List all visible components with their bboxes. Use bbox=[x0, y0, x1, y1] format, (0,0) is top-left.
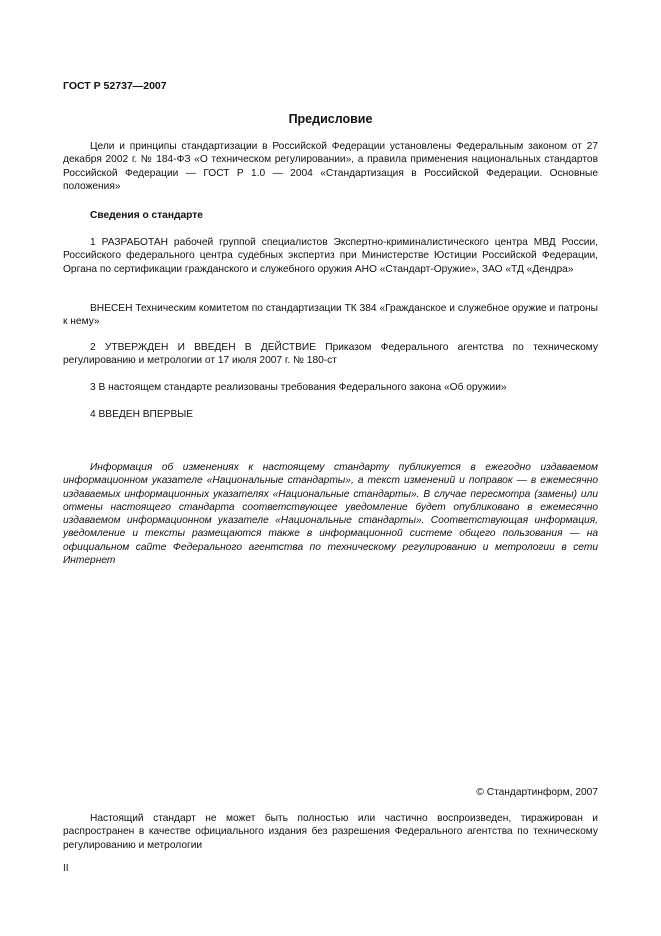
item-introduced: ВНЕСЕН Техническим комитетом по стандартизации ТК 384 «Гражданское и служебное оружие и патроны к нему» bbox=[63, 303, 598, 328]
reproduction-notice: Настоящий стандарт не может быть полностью или частично воспроизведен, тиражирован и распространен в качестве официального издания без разрешения Федерального агентства по техническому регулированию и метрологии bbox=[63, 813, 598, 851]
page-title: Предисловие bbox=[288, 112, 373, 126]
item-approved: 2 УТВЕРЖДЕН И ВВЕДЕН В ДЕЙСТВИЕ Приказом Федерального агентства по техническому регулированию и метрологии от 17 июля 2007 г. № 180-ст bbox=[63, 342, 598, 367]
copyright: © Стандартинформ, 2007 bbox=[476, 787, 598, 798]
intro-paragraph: Цели и принципы стандартизации в Российской Федерации установлены Федеральным законом от 27 декабря 2002 г. № 184-ФЗ «О техническом регулировании», а правила применения национальных стандартов Российской Федерации — ГОСТ Р 1.0 — 2004 «Стандартизация в Российской Федерации. Основные положения» bbox=[63, 141, 598, 192]
document-code: ГОСТ Р 52737—2007 bbox=[63, 80, 167, 92]
item-first-introduced: 4 ВВЕДЕН ВПЕРВЫЕ bbox=[90, 409, 194, 420]
section-heading: Сведения о стандарте bbox=[90, 210, 203, 221]
item-requirements: 3 В настоящем стандарте реализованы требования Федерального закона «Об оружии» bbox=[90, 382, 507, 393]
page-number: II bbox=[63, 863, 69, 874]
info-note: Информация об изменениях к настоящему стандарту публикуется в ежегодно издаваемом информационном указателе «Национальные стандарты», а текст изменений и поправок — в ежемесячно издаваемых информационных указателях «Национальные стандарты». В случае пересмотра (замены) или отмены настоящего стандарта соответствующее уведомление будет опубликовано в ежемесячно издаваемом информационном указателе «Национальные стандарты». Соответствующая информация, уведомление и тексты размещаются также в информационной системе общего пользования — на официальном сайте Федерального агентства по техническому регулированию и метрологии в сети Интернет bbox=[63, 462, 598, 567]
item-developed: 1 РАЗРАБОТАН рабочей группой специалистов Экспертно-криминалистического центра МВД России, Российского федерального центра судебных экспертиз при Министерстве Юстиции Российской Федерации, Органа по сертификации гражданского и служебного оружия АНО «Стандарт-Оружие», ЗАО «ТД «Дендра» bbox=[63, 237, 598, 275]
